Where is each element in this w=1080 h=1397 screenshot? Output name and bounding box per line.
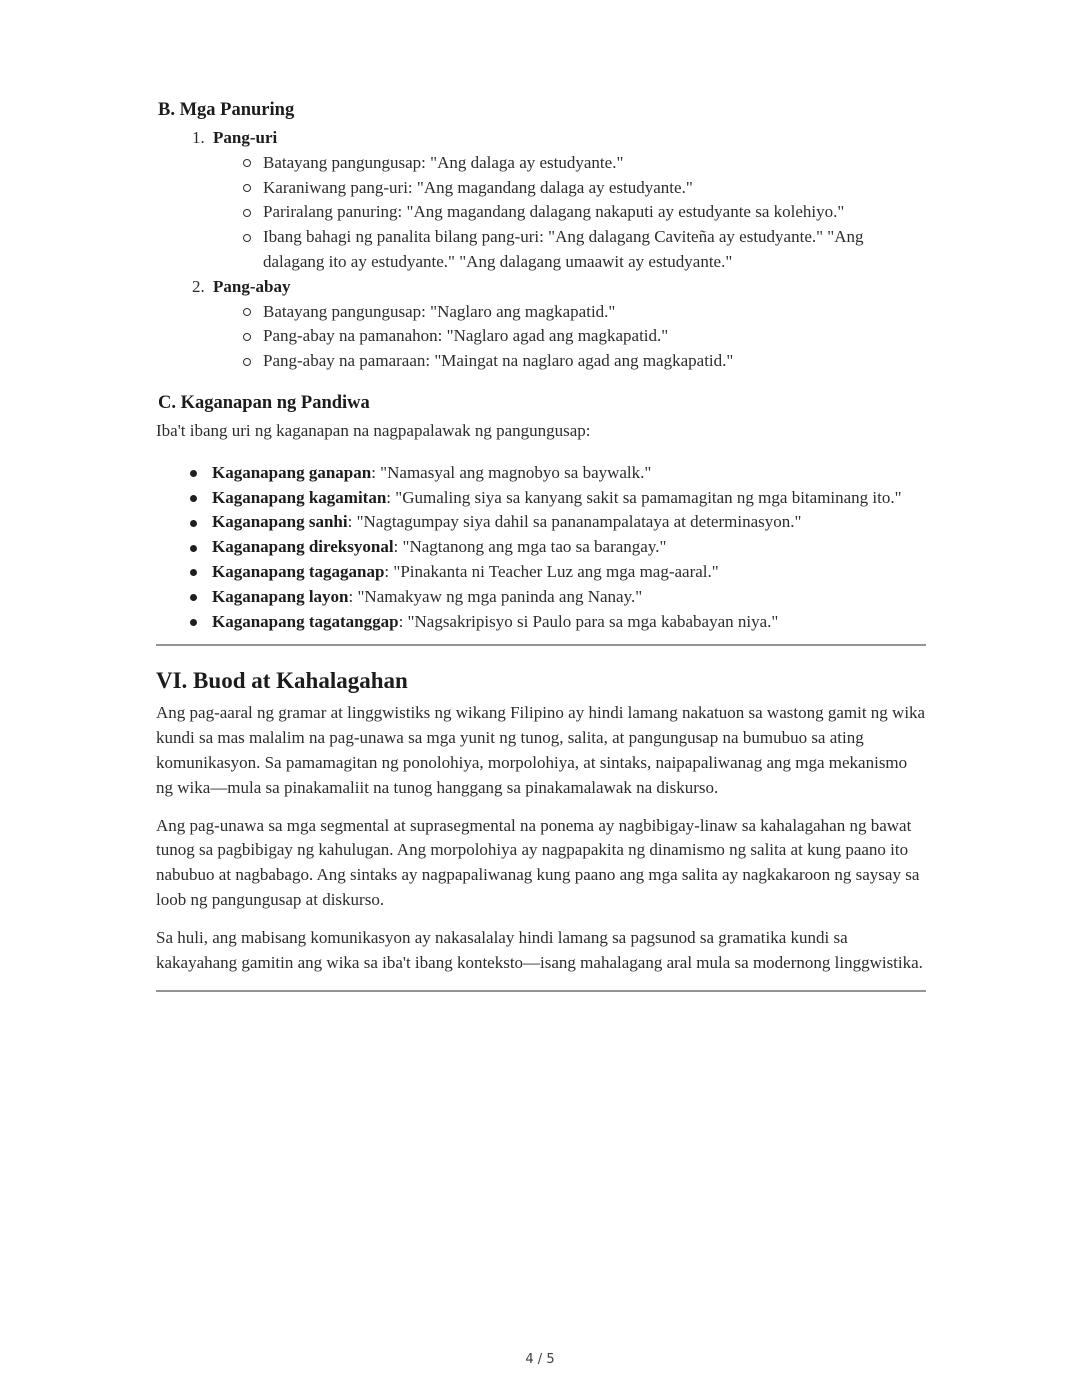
list-item xyxy=(212,510,926,535)
list-item-term: Kaganapang tagaganap xyxy=(212,561,385,581)
list-item-text: : "Namasyal ang magnobyo sa baywalk." xyxy=(371,462,652,482)
list-item: Ibang bahagi ng panalita bilang pang-uri: "Ang dalagang Caviteña ay estudyante." "Ang dalagang ito ay estudyante." "Ang dalagang umaawit ay estudyante." xyxy=(263,225,926,275)
list-item xyxy=(212,610,926,635)
list-item-text: : "Gumaling siya sa kanyang sakit sa pamamagitan ng mga bitaminang ito." xyxy=(386,487,902,507)
list-item: Pang-abay na pamaraan: "Maingat na naglaro agad ang magkapatid." xyxy=(263,349,926,374)
list-item: Batayang pangungusap: "Ang dalaga ay estudyante." xyxy=(263,151,926,176)
pang-abay-sublist xyxy=(213,300,926,374)
list-item: Pang-abay na pamanahon: "Naglaro agad ang magkapatid." xyxy=(263,324,926,349)
list-item-pang-abay xyxy=(192,275,926,374)
list-item-term: Kaganapang ganapan xyxy=(212,462,372,482)
list-item-title: Pang-uri xyxy=(213,128,278,147)
list-item xyxy=(212,560,926,585)
section-vi-heading: VI. Buod at Kahalagahan xyxy=(156,668,408,694)
list-item xyxy=(212,585,926,610)
page-number: 4 / 5 xyxy=(525,1352,555,1367)
list-item-term: Kaganapang layon xyxy=(212,586,349,606)
list-item: Batayang pangungusap: "Naglaro ang magkapatid." xyxy=(263,300,926,325)
list-item-title: Pang-abay xyxy=(213,276,291,296)
list-item xyxy=(212,461,926,486)
list-item-text: : "Nagtagumpay siya dahil sa pananampalataya at determinasyon." xyxy=(347,512,802,532)
kaganapan-list xyxy=(156,461,926,635)
list-item-text: : "Pinakanta ni Teacher Luz ang mga mag-aaral." xyxy=(384,561,719,581)
document-content xyxy=(156,0,926,992)
section-b-heading: B. Mga Panuring xyxy=(158,100,295,120)
list-item-term: Kaganapang kagamitan xyxy=(212,487,387,507)
section-buod xyxy=(156,666,926,975)
section-c-intro: Iba't ibang uri ng kaganapan na nagpapalawak ng pangungusap: xyxy=(156,420,591,440)
paragraph: Ang pag-unawa sa mga segmental at suprasegmental na ponema ay nagbibigay-linaw sa kahalagahan ng bawat tunog sa pagbibigay ng kahulugan. Ang morpolohiya ay nagpapakita ng dinamismo ng salita at kung paano ito nabubuo at nagbabago. Ang sintaks ay nagpapaliwanag kung paano ang mga salita ay nagkakaroon ng saysay sa loob ng pangungusap at diskurso. xyxy=(156,815,920,909)
list-item-term: Kaganapang tagatanggap xyxy=(212,611,399,631)
list-item-text: : "Namakyaw ng mga paninda ang Nanay." xyxy=(348,586,643,606)
list-item xyxy=(212,486,926,511)
list-item-number: 1. xyxy=(192,128,205,147)
list-item xyxy=(212,535,926,560)
list-item-term: Kaganapang sanhi xyxy=(212,512,348,532)
page-footer xyxy=(0,1350,1080,1368)
paragraph: Sa huli, ang mabisang komunikasyon ay nakasalalay hindi lamang sa pagsunod sa gramatika kundi sa kakayahang gamitin ang wika sa iba't ibang konteksto—isang mahalagang aral mula sa modernong linggwistika. xyxy=(156,927,923,972)
list-item-text: : "Nagtanong ang mga tao sa barangay." xyxy=(393,537,667,557)
list-item: Karaniwang pang-uri: "Ang magandang dalaga ay estudyante." xyxy=(263,176,926,201)
section-divider xyxy=(156,644,926,646)
list-item-number: 2. xyxy=(192,276,205,296)
panuring-numbered-list xyxy=(156,126,926,374)
pang-uri-sublist xyxy=(213,151,926,275)
bottom-divider xyxy=(156,990,926,992)
list-item-pang-uri xyxy=(192,126,926,275)
list-item-term: Kaganapang direksyonal xyxy=(212,537,394,557)
section-c-heading: C. Kaganapan ng Pandiwa xyxy=(158,392,370,413)
paragraph: Ang pag-aaral ng gramar at linggwistiks ng wikang Filipino ay hindi lamang nakatuon sa wastong gamit ng wika kundi sa mas malalim na pag-unawa sa mga yunit ng tunog, salita, at pangungusap na bumubuo sa ating komunikasyon. Sa pamamagitan ng ponolohiya, morpolohiya, at sintaks, naipapaliwanag ang mga mekanismo ng wika—mula sa pinakamaliit na tunog hanggang sa pinakamalawak na diskurso. xyxy=(156,703,926,797)
list-item: Pariralang panuring: "Ang magandang dalagang nakaputi ay estudyante sa kolehiyo." xyxy=(263,200,926,225)
list-item-text: : "Nagsakripisyo si Paulo para sa mga kababayan niya." xyxy=(398,611,779,631)
